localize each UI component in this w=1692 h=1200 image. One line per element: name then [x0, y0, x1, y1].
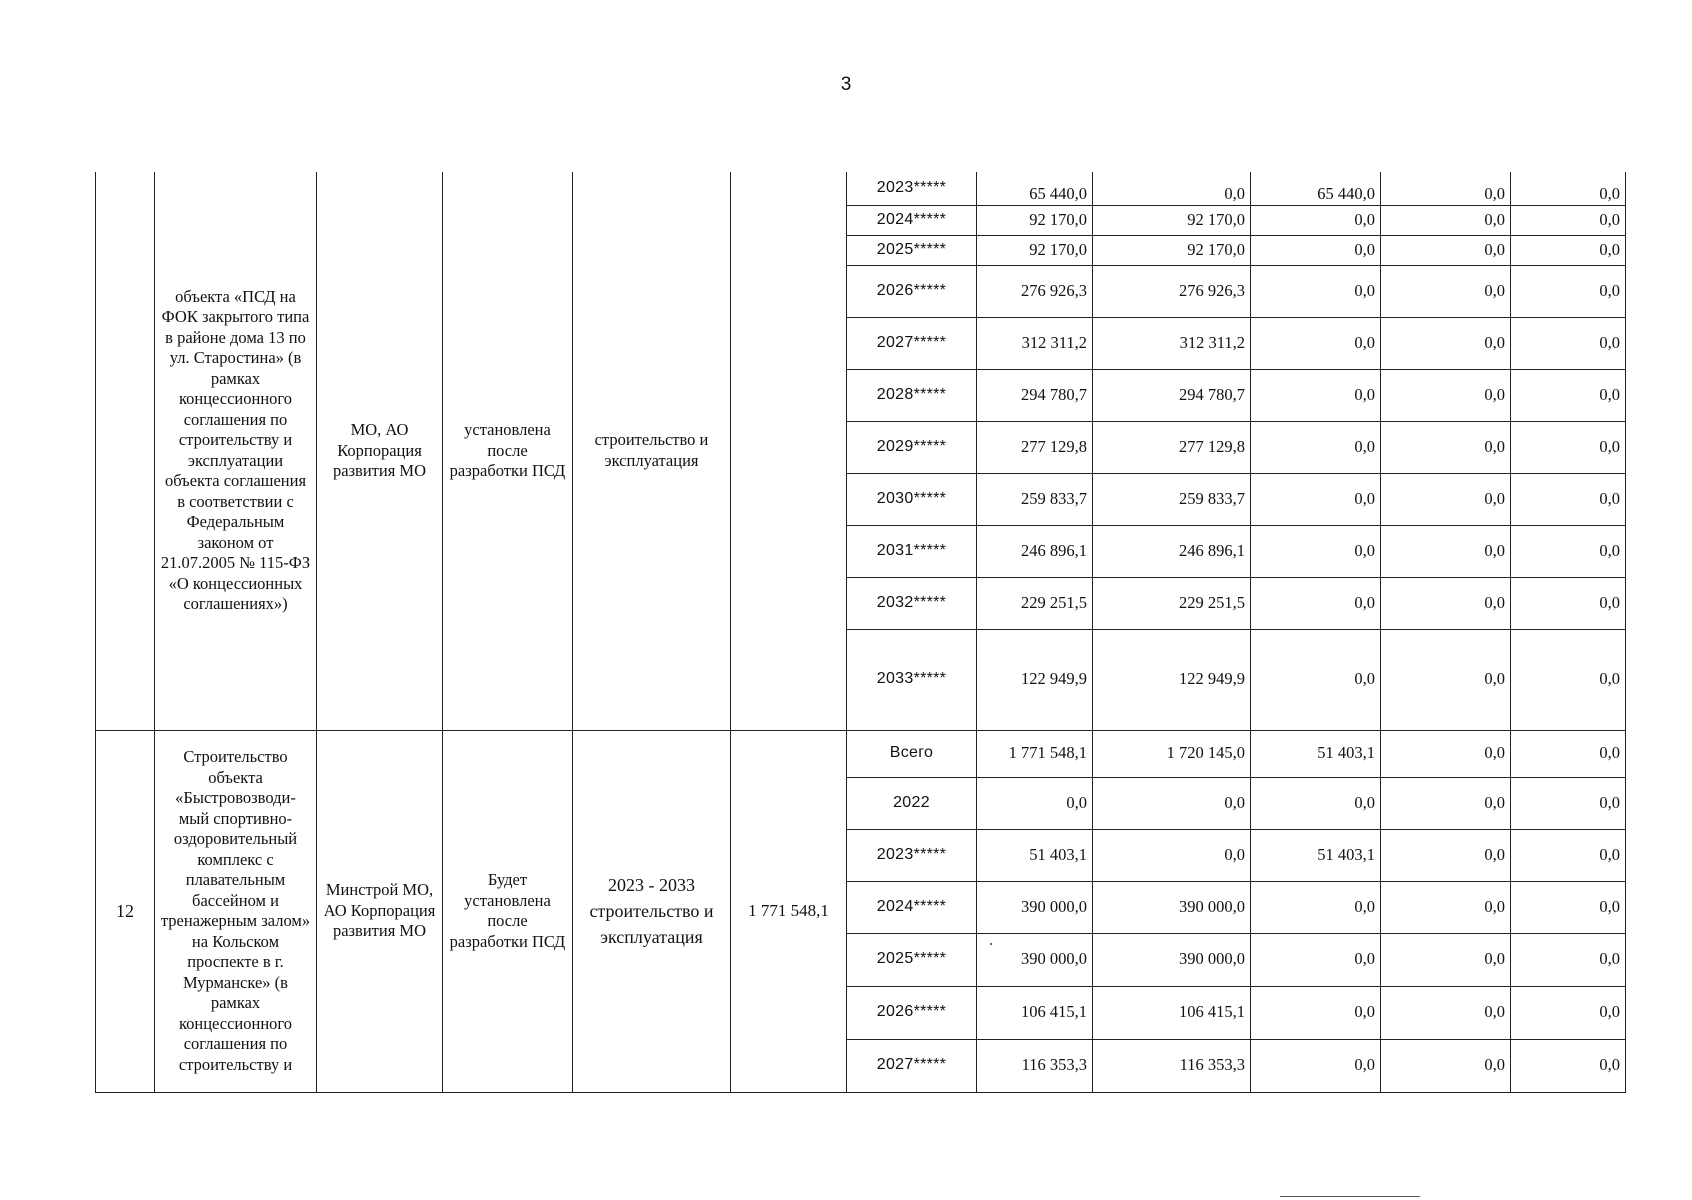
value-cell: 0,0 [1381, 986, 1511, 1039]
value-cell: 0,0 [1381, 369, 1511, 421]
value-cell: 0,0 [1251, 777, 1381, 829]
executor-cell: Минстрой МО, АО Корпорация развития МО [317, 730, 443, 1092]
value-cell: 276 926,3 [1093, 265, 1251, 317]
value-cell: 116 353,3 [977, 1039, 1093, 1092]
value-cell: 0,0 [1251, 265, 1381, 317]
value-cell: 0,0 [1093, 172, 1251, 205]
value-cell: 0,0 [1381, 777, 1511, 829]
value-cell: 0,0 [1381, 473, 1511, 525]
value-cell: 0,0 [977, 777, 1093, 829]
value-cell: 0,0 [1511, 933, 1626, 986]
value-cell: 0,0 [1381, 525, 1511, 577]
value-cell: 0,0 [1251, 421, 1381, 473]
value-cell: 0,0 [1381, 172, 1511, 205]
value-cell: 312 311,2 [977, 317, 1093, 369]
value-cell: 0,0 [1511, 777, 1626, 829]
block-12-body [96, 730, 1626, 1092]
year-cell: 2026***** [847, 986, 977, 1039]
value-cell: 65 440,0 [1251, 172, 1381, 205]
value-cell: 0,0 [1511, 629, 1626, 730]
cost-cell: Будет установлена после разработки ПСД [443, 730, 573, 1092]
value-cell: 51 403,1 [977, 829, 1093, 881]
value-cell: 106 415,1 [977, 986, 1093, 1039]
year-cell: 2025***** [847, 235, 977, 265]
value-cell: 0,0 [1511, 577, 1626, 629]
total-cost-cell: 1 771 548,1 [731, 730, 847, 1092]
value-cell: 0,0 [1511, 829, 1626, 881]
value-cell: 294 780,7 [977, 369, 1093, 421]
value-cell: 92 170,0 [977, 235, 1093, 265]
row-number-cell [96, 172, 155, 730]
scan-edge-mark [1280, 1196, 1420, 1197]
value-cell: 229 251,5 [1093, 577, 1251, 629]
value-cell: 0,0 [1381, 265, 1511, 317]
year-cell: 2024***** [847, 881, 977, 933]
value-cell: 229 251,5 [977, 577, 1093, 629]
value-cell: 390 000,0 [977, 881, 1093, 933]
value-cell: 0,0 [1251, 986, 1381, 1039]
year-cell: 2027***** [847, 1039, 977, 1092]
value-cell: 0,0 [1381, 1039, 1511, 1092]
value-cell: 0,0 [1511, 317, 1626, 369]
value-cell: 0,0 [1381, 205, 1511, 235]
value-cell: 0,0 [1093, 829, 1251, 881]
year-cell: 2023***** [847, 172, 977, 205]
value-cell: 246 896,1 [977, 525, 1093, 577]
value-cell: 259 833,7 [1093, 473, 1251, 525]
value-cell: 0,0 [1511, 1039, 1626, 1092]
value-cell: 277 129,8 [1093, 421, 1251, 473]
table-row [96, 730, 1626, 777]
value-cell: 0,0 [1251, 629, 1381, 730]
value-cell: 0,0 [1251, 577, 1381, 629]
value-cell: 0,0 [1251, 205, 1381, 235]
year-cell: 2024***** [847, 205, 977, 235]
year-cell: 2022 [847, 777, 977, 829]
value-cell: 116 353,3 [1093, 1039, 1251, 1092]
value-cell: 294 780,7 [1093, 369, 1251, 421]
value-cell: 0,0 [1093, 777, 1251, 829]
year-cell: 2031***** [847, 525, 977, 577]
value-cell: 0,0 [1511, 265, 1626, 317]
year-cell: 2028***** [847, 369, 977, 421]
value-cell: 92 170,0 [977, 205, 1093, 235]
value-cell: 0,0 [1511, 986, 1626, 1039]
value-cell: 390 000,0 [977, 933, 1093, 986]
value-cell: 0,0 [1511, 730, 1626, 777]
value-cell: 0,0 [1251, 235, 1381, 265]
value-cell: 0,0 [1381, 881, 1511, 933]
block-11-body [96, 172, 1626, 730]
total-cost-cell [731, 172, 847, 730]
year-cell: 2029***** [847, 421, 977, 473]
value-cell: 0,0 [1251, 473, 1381, 525]
value-cell: 1 771 548,1 [977, 730, 1093, 777]
year-cell: 2027***** [847, 317, 977, 369]
value-cell: 65 440,0 [977, 172, 1093, 205]
value-cell: 277 129,8 [977, 421, 1093, 473]
page-number: 3 [840, 74, 852, 95]
value-cell: 92 170,0 [1093, 205, 1251, 235]
financing-table [95, 172, 1626, 1093]
value-cell: 390 000,0 [1093, 881, 1251, 933]
value-cell: 0,0 [1511, 172, 1626, 205]
executor-cell: МО, АО Корпорация развития МО [317, 172, 443, 730]
value-cell: 122 949,9 [977, 629, 1093, 730]
value-cell: 92 170,0 [1093, 235, 1251, 265]
value-cell: 0,0 [1251, 317, 1381, 369]
value-cell: 0,0 [1251, 933, 1381, 986]
year-cell: 2023***** [847, 829, 977, 881]
value-cell: 0,0 [1381, 629, 1511, 730]
object-name-cell: Строительство объекта «Быстровозводи-мый спортивно-оздоровительный комплекс с плавательным бассейном и тренажерным залом» на Кольском проспекте в г. Мурманске» (в рамках концессионного соглашения по строительству и [155, 730, 317, 1092]
value-cell: 0,0 [1511, 205, 1626, 235]
value-cell: 0,0 [1381, 730, 1511, 777]
value-cell: 390 000,0 [1093, 933, 1251, 986]
period-cell: строительство и эксплуатация [573, 172, 731, 730]
cost-cell: установлена после разработки ПСД [443, 172, 573, 730]
value-cell: 0,0 [1511, 421, 1626, 473]
object-name-cell: объекта «ПСД на ФОК закрытого типа в районе дома 13 по ул. Старостина» (в рамках концессионного соглашения по строительству и эксплуатации объекта соглашения в соответствии с Федеральным законом от 21.07.2005 № 115-ФЗ «О концессионных соглашениях») [155, 172, 317, 730]
year-cell: 2026***** [847, 265, 977, 317]
year-cell: 2025***** [847, 933, 977, 986]
value-cell: 106 415,1 [1093, 986, 1251, 1039]
value-cell: 312 311,2 [1093, 317, 1251, 369]
table-row [96, 172, 1626, 205]
value-cell: 0,0 [1511, 235, 1626, 265]
scan-speck [990, 943, 992, 945]
value-cell: 0,0 [1511, 473, 1626, 525]
year-cell: 2032***** [847, 577, 977, 629]
year-cell: 2033***** [847, 629, 977, 730]
value-cell: 0,0 [1511, 525, 1626, 577]
value-cell: 259 833,7 [977, 473, 1093, 525]
year-cell: 2030***** [847, 473, 977, 525]
value-cell: 122 949,9 [1093, 629, 1251, 730]
value-cell: 0,0 [1381, 933, 1511, 986]
value-cell: 0,0 [1381, 577, 1511, 629]
value-cell: 0,0 [1381, 317, 1511, 369]
value-cell: 0,0 [1381, 421, 1511, 473]
value-cell: 0,0 [1251, 369, 1381, 421]
value-cell: 51 403,1 [1251, 829, 1381, 881]
value-cell: 1 720 145,0 [1093, 730, 1251, 777]
period-cell: 2023 - 2033 строительство и эксплуатация [573, 730, 731, 1092]
value-cell: 51 403,1 [1251, 730, 1381, 777]
value-cell: 0,0 [1381, 235, 1511, 265]
value-cell: 0,0 [1251, 881, 1381, 933]
value-cell: 276 926,3 [977, 265, 1093, 317]
row-number-cell: 12 [96, 730, 155, 1092]
year-cell: Всего [847, 730, 977, 777]
value-cell: 0,0 [1381, 829, 1511, 881]
value-cell: 0,0 [1511, 881, 1626, 933]
value-cell: 0,0 [1511, 369, 1626, 421]
value-cell: 0,0 [1251, 1039, 1381, 1092]
value-cell: 246 896,1 [1093, 525, 1251, 577]
value-cell: 0,0 [1251, 525, 1381, 577]
